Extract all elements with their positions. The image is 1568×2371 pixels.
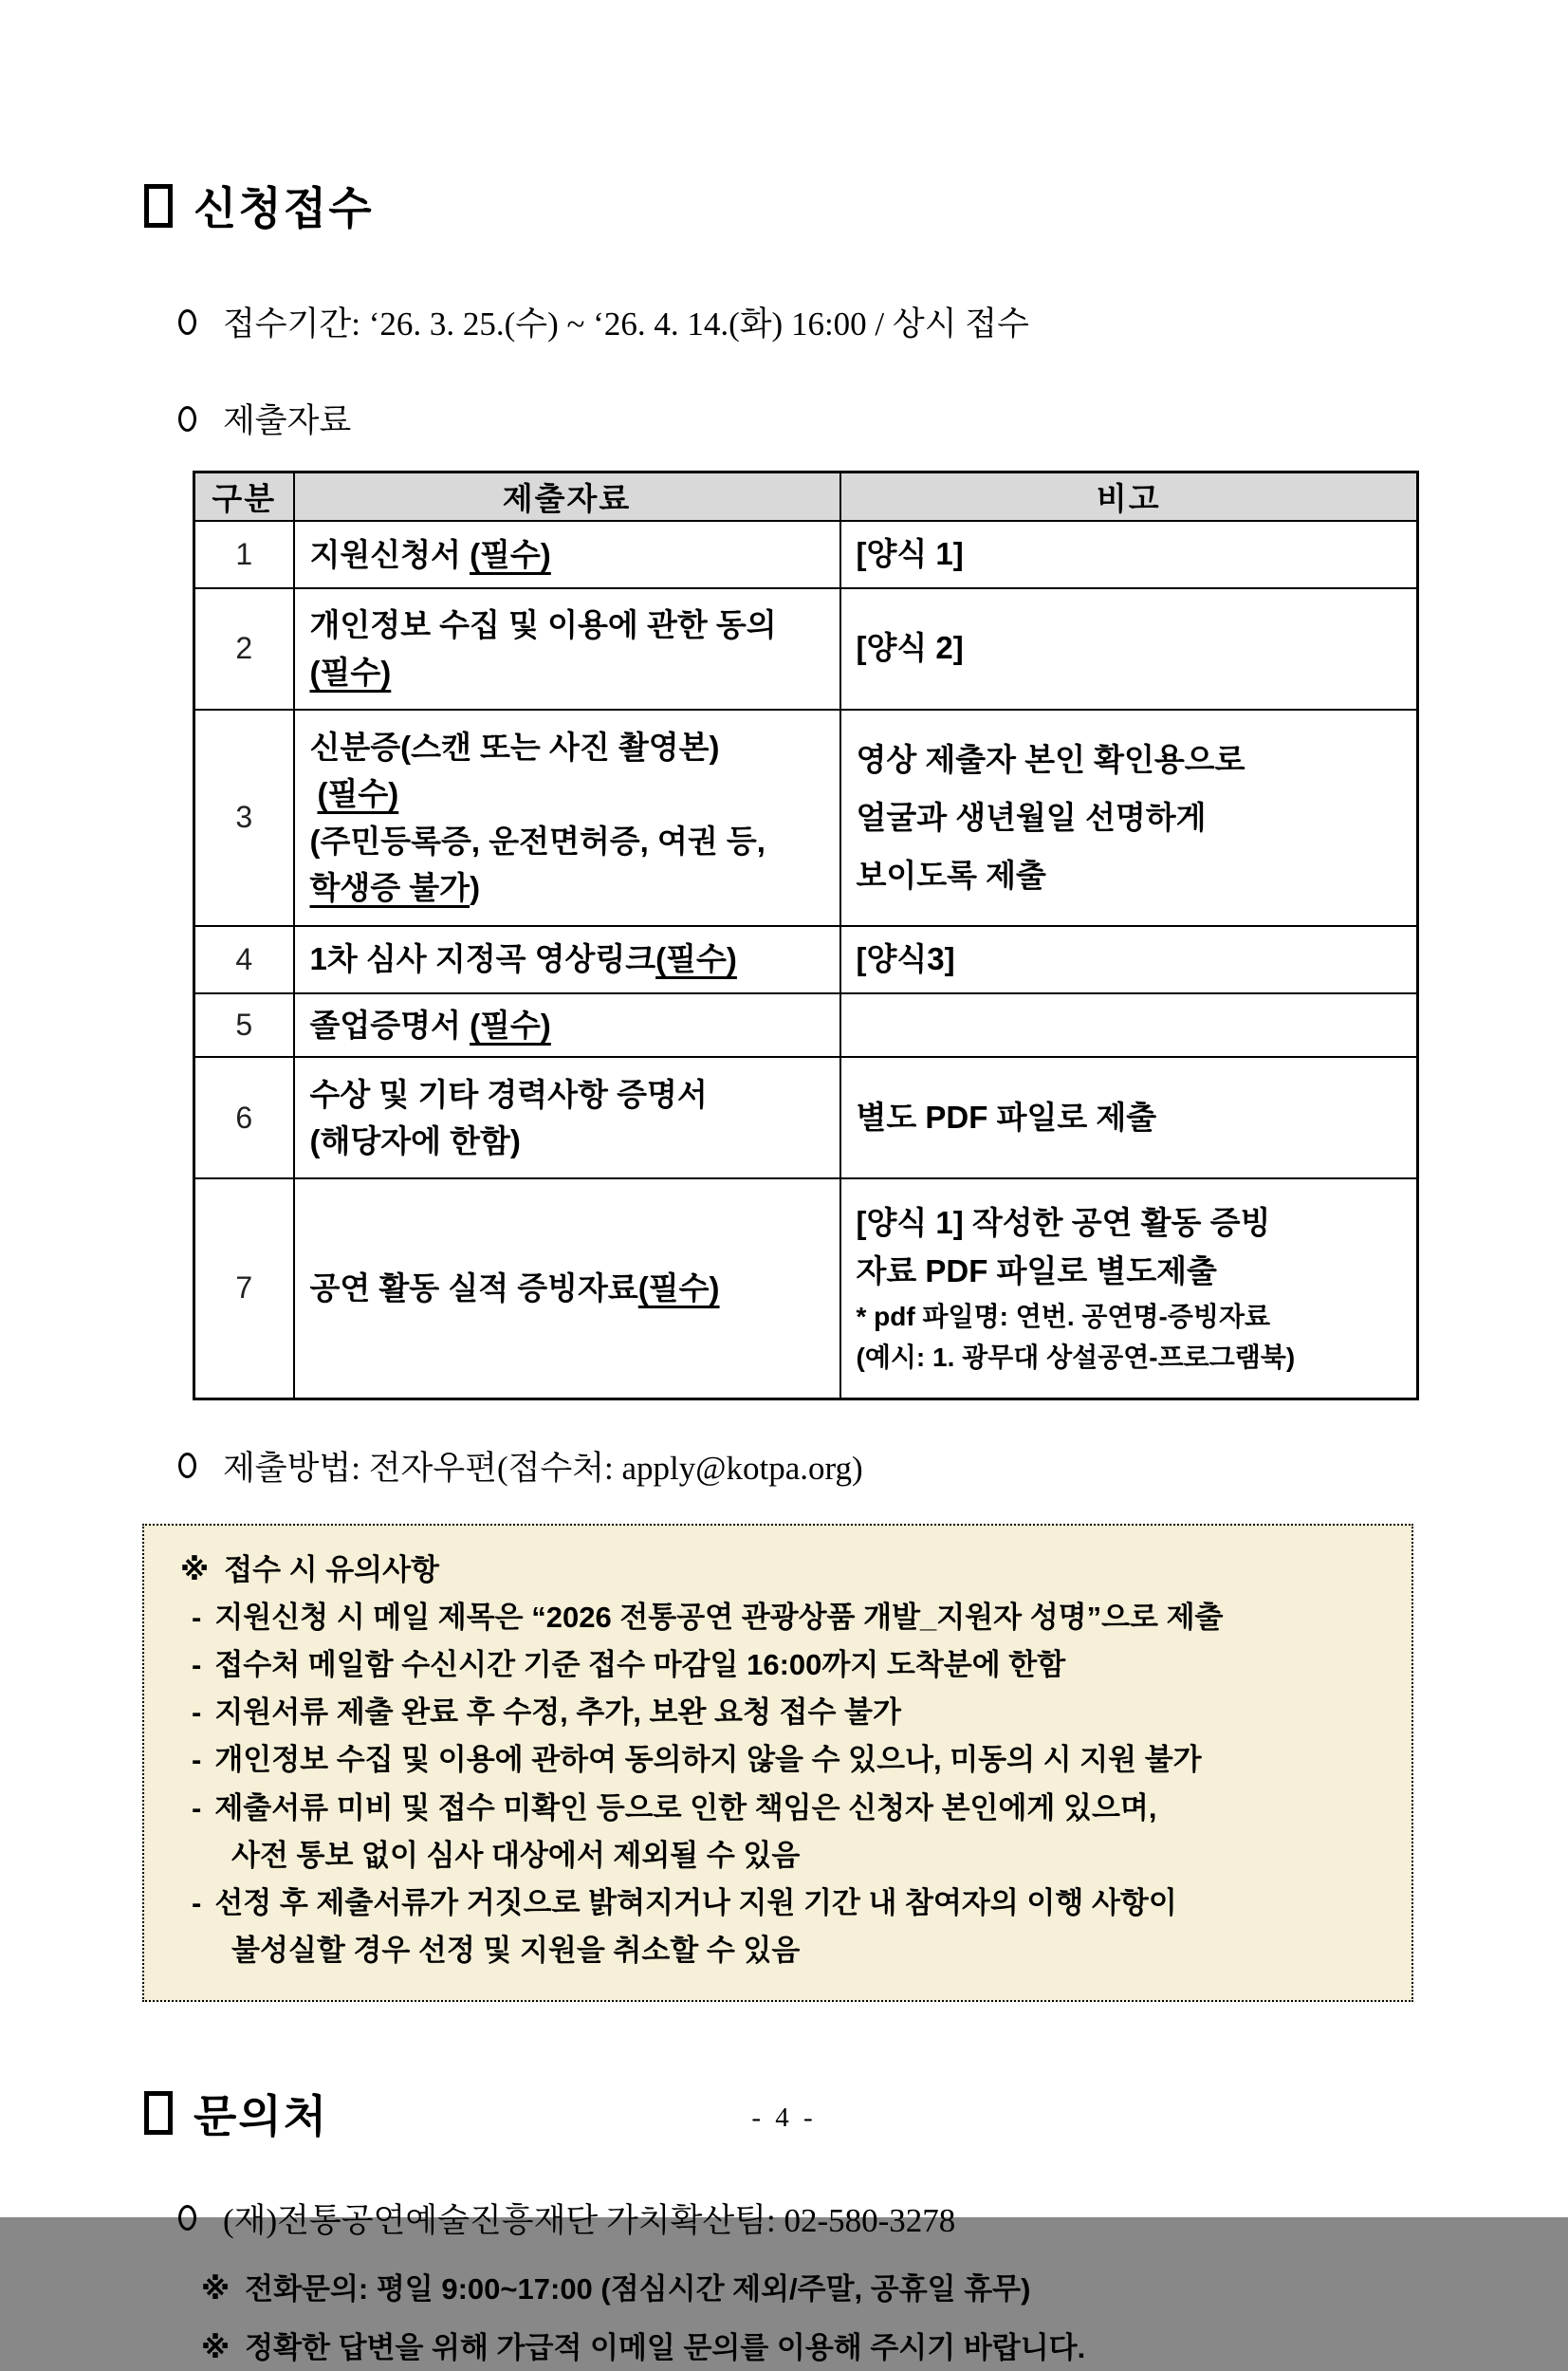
row-remark [840,1178,1418,1399]
dash-icon: - [192,1790,202,1825]
section-title-contact: 문의처 [194,2090,329,2141]
notice-item [169,1689,1387,1736]
row-doc [294,710,840,926]
row-no: 1 [194,521,294,588]
dash-icon: - [192,1648,202,1682]
circle-bullet-icon [178,1453,196,1478]
required-mark: (필수) [470,1007,551,1043]
notice-title-text: 접수 시 유의사항 [224,1552,439,1586]
doc-text: ) [470,870,481,906]
contact-line [178,2195,1568,2242]
doc-text: 개인정보 수집 및 이용에 관한 동의 [309,607,777,643]
row-no: 5 [194,993,294,1058]
required-mark: (필수) [317,776,399,812]
notice-title [169,1547,1387,1594]
notice-item [169,1594,1387,1641]
phone-note-line [201,2267,1568,2312]
row-remark [840,993,1418,1058]
reference-mark-icon: ※ [201,2330,231,2364]
dash-icon: - [192,1886,202,1920]
docs-line [178,395,1568,442]
circle-bullet-icon [178,2205,196,2231]
circle-bullet-icon [178,309,196,335]
notice-item [169,1736,1387,1784]
row-doc [294,926,840,993]
docs-text: 제출자료 [223,402,352,439]
table-row [194,521,1418,588]
doc-text: 신분증(스캔 또는 사진 촬영본) [309,729,720,765]
remark-text: 자료 PDF 파일로 별도제출 [856,1253,1217,1289]
remark-text: 보이도록 제출 [856,858,1046,894]
phone-note-text: 전화문의: 평일 9:00~17:00 (점심시간 제외/주말, 공휴일 휴무) [245,2271,1031,2306]
row-remark: [양식 1] [840,521,1418,588]
period-text: 접수기간: ‘26. 3. 25.(수) ~ ‘26. 4. 14.(화) 16:00 / 상시 접수 [223,306,1029,343]
row-no: 7 [194,1178,294,1399]
table-row [194,926,1418,993]
email-note-line [201,2325,1568,2371]
notice-item-text: 접수처 메일함 수신시간 기준 접수 마감일 16:00까지 도착분에 한함 [214,1648,1066,1682]
notice-box [142,1524,1413,2002]
table-header-row [194,472,1418,522]
notice-item-text: 지원서류 제출 완료 후 수정, 추가, 보완 요청 접수 불가 [214,1695,901,1730]
table-row [194,1178,1418,1399]
circle-bullet-icon [178,406,196,432]
section-heading-apply [144,174,1568,237]
row-no: 3 [194,710,294,926]
submission-table [193,471,1419,1400]
contact-text: (재)전통공연예술진흥재단 가치확산팀: 02-580-3278 [223,2201,956,2239]
remark-text: 얼굴과 생년월일 선명하게 [856,800,1207,836]
required-mark: (필수) [655,941,737,977]
row-remark: 별도 PDF 파일로 제출 [840,1057,1418,1178]
reference-mark-icon: ※ [201,2271,231,2306]
table-row [194,993,1418,1058]
remark-text: 영상 제출자 본인 확인용으로 [856,742,1245,778]
row-doc [294,993,840,1058]
header-no: 구분 [194,472,294,522]
doc-text: 1차 심사 지정곡 영상링크 [309,941,656,977]
doc-text: 졸업증명서 [309,1007,470,1043]
notice-item-continuation: 사전 통보 없이 심사 대상에서 제외될 수 있음 [231,1838,801,1872]
header-doc: 제출자료 [294,472,840,522]
row-doc [294,1057,840,1178]
row-no: 4 [194,926,294,993]
period-line [178,298,1568,345]
doc-text-underlined: 학생증 불가 [309,870,470,906]
row-doc [294,1178,840,1399]
required-mark: (필수) [637,1270,720,1306]
notice-item [169,1880,1387,1927]
email-subject-format: “2026 전통공연 관광상품 개발_지원자 성명” [531,1600,1102,1634]
required-mark: (필수) [470,536,551,572]
square-bullet-icon [144,184,173,228]
row-remark: [양식3] [840,926,1418,993]
notice-item-text: 개인정보 수집 및 이용에 관하여 동의하지 않을 수 있으나, 미동의 시 지원 불가 [214,1743,1202,1777]
header-remark: 비고 [840,472,1418,522]
row-remark [840,710,1418,926]
row-doc [294,521,840,588]
dash-icon: - [192,1695,202,1730]
remark-text: * pdf 파일명: 연번. 공연명-증빙자료 [856,1301,1271,1331]
notice-item [169,1641,1387,1689]
section-title-apply: 신청접수 [194,183,374,233]
required-mark: (필수) [309,654,392,690]
table-row [194,1057,1418,1178]
remark-text: [양식 1] 작성한 공연 활동 증빙 [856,1205,1271,1241]
email-note-text: 정확한 답변을 위해 가급적 이메일 문의를 이용해 주시기 바랍니다. [245,2330,1086,2364]
page-number: - 4 - [751,2102,817,2133]
dash-icon: - [192,1600,202,1634]
doc-text: 지원신청서 [309,536,470,572]
row-no: 2 [194,588,294,710]
doc-text: (해당자에 한함) [309,1123,521,1159]
doc-text: 공연 활동 실적 증빙자료 [309,1270,638,1306]
notice-item [169,1785,1387,1832]
row-no: 6 [194,1057,294,1178]
notice-item-text: 선정 후 제출서류가 거짓으로 밝혀지거나 지원 기간 내 참여자의 이행 사항이 [214,1886,1177,1920]
dash-icon: - [192,1743,202,1777]
doc-text: (주민등록증, 운전면허증, 여권 등, [309,823,766,859]
doc-text: 수상 및 기타 경력사항 증명서 [309,1076,708,1112]
reference-mark-icon: ※ [180,1552,210,1586]
method-line [178,1442,1568,1490]
notice-item-text: 지원신청 시 메일 제목은 “2026 전통공연 관광상품 개발_지원자 성명”으로 제출 [214,1600,1224,1634]
table-row [194,588,1418,710]
remark-text: (예시: 1. 광무대 상설공연-프로그램북) [856,1342,1296,1372]
table-row [194,710,1418,926]
row-doc [294,588,840,710]
notice-item-text: 제출서류 미비 및 접수 미확인 등으로 인한 책임은 신청자 본인에게 있으며, [214,1790,1157,1825]
notice-item-continuation: 불성실할 경우 선정 및 지원을 취소할 수 있음 [231,1934,801,1968]
row-remark: [양식 2] [840,588,1418,710]
method-text: 제출방법: 전자우편(접수처: apply@kotpa.org) [223,1449,863,1487]
